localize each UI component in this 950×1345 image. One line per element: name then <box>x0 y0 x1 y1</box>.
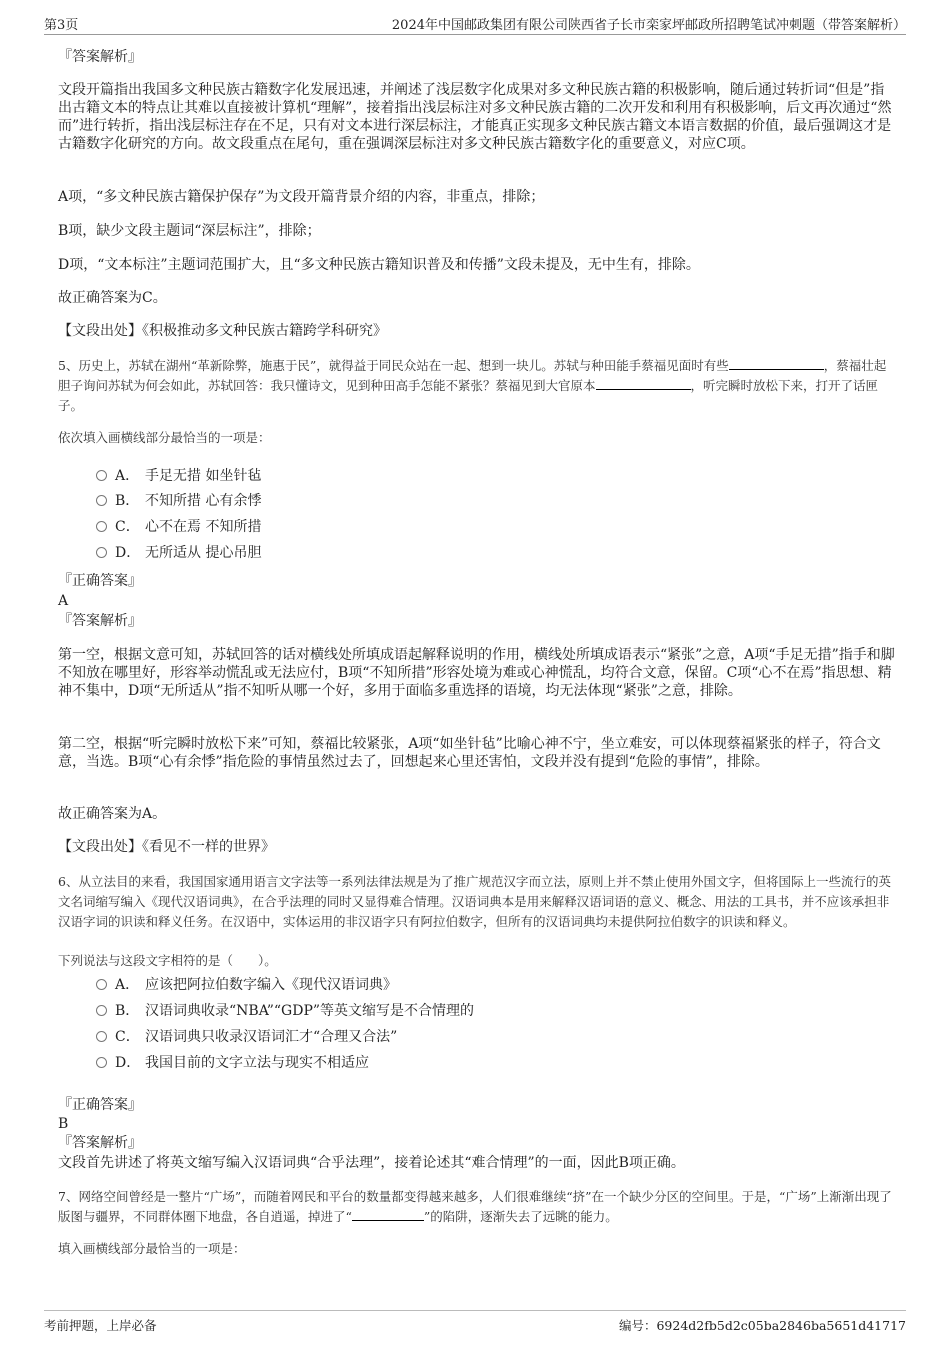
q7-prompt: 填入画横线部分最恰当的一项是： <box>58 1241 246 1256</box>
q5-conclusion: 故正确答案为A。 <box>58 806 167 822</box>
option-text: 汉语词典只收录汉语词汇才“合理又合法” <box>145 1029 398 1045</box>
q7-stem <box>58 1187 898 1227</box>
q5-blank-1 <box>729 357 824 370</box>
q5-analysis-p1: 第一空，根据文意可知，苏轼回答的话对横线处所填成语起解释说明的作用，横线处所填成语表示“紧张”之意，A项“手足无措”指手和脚不知放在哪里好，形容举动慌乱或无法应付，B项“不知所措”形容处境为难或心神慌乱，均符合文意，保留。C项“心不在焉”指思想、精神不集中，D项“无所适从”指不知听从哪一个好，多用于面临多重选择的语境，均无法体现“紧张”之意，排除。 <box>58 647 895 699</box>
radio-icon[interactable] <box>96 1057 107 1068</box>
option-text: 应该把阿拉伯数字编入《现代汉语词典》 <box>145 977 397 993</box>
radio-icon[interactable] <box>96 1005 107 1016</box>
option-text: 汉语词典收录“NBA”“GDP”等英文缩写是不合情理的 <box>145 1003 475 1019</box>
q6-answer-label: 『正确答案』 <box>58 1097 142 1113</box>
q4-source: 【文段出处】《积极推动多文种民族古籍跨学科研究》 <box>58 323 387 339</box>
q5-option-a[interactable] <box>96 466 261 486</box>
q5-answer: A <box>58 593 69 609</box>
page-number: 第3页 <box>44 18 79 33</box>
q5-analysis-label: 『答案解析』 <box>58 613 142 629</box>
q6-analysis: 文段首先讲述了将英文缩写编入汉语词典“合乎法理”，接着论述其“难合情理”的一面，因此B项正确。 <box>58 1155 685 1171</box>
q5-stem-part3: ，听完瞬时放松下来，打开了话匣子。 <box>58 378 879 413</box>
option-letter: B． <box>115 493 140 509</box>
q6-answer: B <box>58 1116 69 1132</box>
q6-option-c[interactable] <box>96 1027 397 1047</box>
q6-option-b[interactable] <box>96 1001 474 1021</box>
q5-analysis-p2: 第二空，根据“听完瞬时放松下来”可知，蔡福比较紧张，A项“如坐针毡”比喻心神不宁，坐立难安，可以体现蔡福紧张的样子，符合文意，当选。B项“心有余悸”指危险的事情虽然过去了，回想起来心里还害怕，文段并没有提到“危险的事情”，排除。 <box>58 736 881 770</box>
q4-analysis-label: 『答案解析』 <box>58 49 142 65</box>
q5-stem-part1: 5、历史上，苏轼在湖州“革新除弊，施惠于民”，就得益于同民众站在一起、想到一块儿。苏轼与种田能手蔡福见面时有些 <box>58 358 729 373</box>
option-text: 不知所措 心有余悸 <box>145 493 262 509</box>
option-letter: A． <box>115 468 140 484</box>
q5-prompt: 依次填入画横线部分最恰当的一项是： <box>58 430 271 445</box>
q5-stem <box>58 356 898 416</box>
footer-slogan: 考前押题，上岸必备 <box>44 1318 157 1333</box>
q7-blank <box>352 1208 424 1221</box>
q6-stem: 6、从立法目的来看，我国国家通用语言文字法等一系列法律法规是为了推广规范汉字而立法，原则上并不禁止使用外国文字，但将国际上一些流行的英文名词缩写编入《现代汉语词典》，在合乎法理的同时又显得难合情理。汉语词典本是用来解释汉语词语的意义、概念、用法的工具书，并不应该承担非汉语字词的识读和释义任务。在汉语中，实体运用的非汉语字只有阿拉伯数字，但所有的汉语词典均未提供阿拉伯数字的识读和释义。 <box>58 874 891 929</box>
q7-stem-part1: 7、网络空间曾经是一整片“广场”，而随着网民和平台的数量都变得越来越多，人们很难继续“挤”在一个缺少分区的空间里。于是，“广场”上渐渐出现了版图与疆界，不同群体圈下地盘，各自逍遥，掉进了“ <box>58 1189 892 1224</box>
option-text: 无所适从 提心吊胆 <box>145 545 262 561</box>
q7-stem-part2: ”的陷阱，逐渐失去了远眺的能力。 <box>423 1209 618 1224</box>
radio-icon[interactable] <box>96 979 107 990</box>
q6-prompt: 下列说法与这段文字相符的是（ ）。 <box>58 953 277 968</box>
q5-option-d[interactable] <box>96 543 261 563</box>
footer-code: 编号：6924d2fb5d2c05ba2846ba5651d41717 <box>618 1318 906 1333</box>
q5-option-b[interactable] <box>96 491 261 511</box>
document-title: 2024年中国邮政集团有限公司陕西省子长市栾家坪邮政所招聘笔试冲刺题（带答案解析） <box>391 18 906 33</box>
page-header <box>44 12 906 35</box>
radio-icon[interactable] <box>96 470 107 481</box>
q4-conclusion: 故正确答案为C。 <box>58 290 167 306</box>
q4-analysis-option-a: A项，“多文种民族古籍保护保存”为文段开篇背景介绍的内容，非重点，排除； <box>58 189 545 205</box>
q4-analysis-p1: 文段开篇指出我国多文种民族古籍数字化发展迅速，并阐述了浅层数字化成果对多文种民族古籍的积极影响，随后通过转折词“但是”指出古籍文本的特点让其难以直接被计算机“理解”，接着指出浅层标注对多文种民族古籍的二次开发和利用有积极影响，后文再次通过“然而”进行转折，指出浅层标注存在不足，只有对文本进行深层标注，才能真正实现多文种民族古籍文本语言数据的价值，最后强调这才是古籍数字化研究的方向。故文段重点在尾句，重在强调深层标注对多文种民族古籍数字化的重要意义，对应C项。 <box>58 82 892 152</box>
radio-icon[interactable] <box>96 521 107 532</box>
option-text: 手足无措 如坐针毡 <box>145 468 262 484</box>
option-letter: B． <box>115 1003 140 1019</box>
q6-analysis-label: 『答案解析』 <box>58 1135 142 1151</box>
q5-option-c[interactable] <box>96 517 261 537</box>
q6-option-d[interactable] <box>96 1053 369 1073</box>
option-letter: C． <box>115 519 140 535</box>
q5-blank-2 <box>596 377 691 390</box>
q5-stem-part2: ，蔡福壮起胆子询问苏轼为何会如此，苏轼回答：我只懂诗文，见到种田高手怎能不紧张？蔡福见到大官原本 <box>58 358 887 393</box>
option-letter: C． <box>115 1029 140 1045</box>
option-letter: D． <box>115 545 141 561</box>
option-text: 心不在焉 不知所措 <box>145 519 262 535</box>
option-text: 我国目前的文字立法与现实不相适应 <box>145 1055 369 1071</box>
option-letter: D． <box>115 1055 141 1071</box>
radio-icon[interactable] <box>96 495 107 506</box>
q6-option-a[interactable] <box>96 975 397 995</box>
q4-analysis-option-d: D项，“文本标注”主题词范围扩大，且“多文种民族古籍知识普及和传播”文段未提及，无中生有，排除。 <box>58 257 700 273</box>
q5-answer-label: 『正确答案』 <box>58 573 142 589</box>
q4-analysis-option-b: B项，缺少文段主题词“深层标注”，排除； <box>58 223 321 239</box>
page-footer <box>44 1310 906 1337</box>
radio-icon[interactable] <box>96 547 107 558</box>
radio-icon[interactable] <box>96 1031 107 1042</box>
option-letter: A． <box>115 977 140 993</box>
q5-source: 【文段出处】《看见不一样的世界》 <box>58 839 275 855</box>
